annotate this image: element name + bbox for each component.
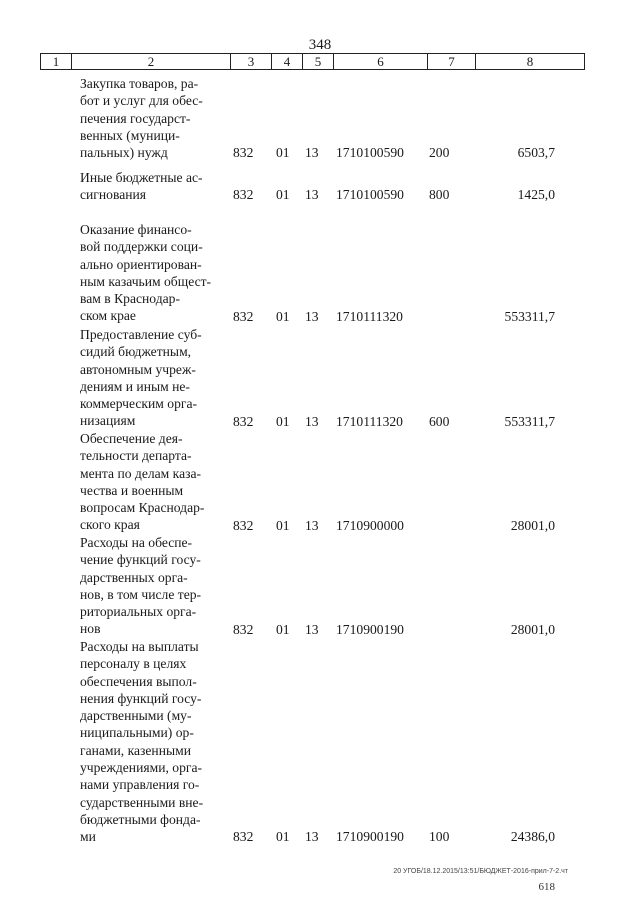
cell-c5: 13 bbox=[305, 517, 319, 533]
description-line: персоналу в целях bbox=[80, 656, 187, 672]
description-line: коммерческим орга- bbox=[80, 396, 198, 412]
cell-c5: 13 bbox=[305, 829, 319, 845]
cell-c3: 832 bbox=[233, 517, 254, 533]
description-line: автономным учреж- bbox=[80, 361, 196, 377]
description-line: ми bbox=[80, 829, 96, 845]
description-line: Иные бюджетные ас- bbox=[80, 170, 203, 185]
cell-c3: 832 bbox=[233, 413, 254, 429]
cell-c4: 01 bbox=[276, 413, 290, 429]
description-line: печения государст- bbox=[80, 110, 191, 126]
description-line: ным казачьим общест- bbox=[80, 273, 212, 289]
description-line: ниципальными) ор- bbox=[80, 725, 194, 741]
cell-c8: 24386,0 bbox=[510, 829, 555, 845]
cell-c6: 1710111320 bbox=[336, 308, 403, 324]
header-col-3: 3 bbox=[231, 54, 272, 69]
cell-c6: 1710900000 bbox=[336, 517, 404, 533]
header-col-7: 7 bbox=[428, 54, 476, 69]
cell-c5: 13 bbox=[305, 145, 319, 161]
description-line: бюджетными фонда- bbox=[80, 811, 201, 827]
description-line: дениям и иным не- bbox=[80, 378, 190, 394]
cell-c7: 200 bbox=[429, 145, 450, 161]
description-line: нов, в том числе тер- bbox=[80, 586, 202, 602]
cell-c4: 01 bbox=[276, 187, 290, 203]
description-line: Предоставление суб- bbox=[80, 327, 202, 342]
description-line: риториальных орга- bbox=[80, 604, 197, 620]
description-line: ского края bbox=[80, 517, 140, 533]
description-line: нения функций госу- bbox=[80, 690, 202, 706]
description-line: дарственными (му- bbox=[80, 708, 192, 724]
cell-c3: 832 bbox=[233, 145, 254, 161]
description-line: Оказание финансо- bbox=[80, 222, 192, 237]
row-description bbox=[80, 638, 226, 846]
cell-c7: 800 bbox=[429, 187, 450, 203]
row-description bbox=[80, 326, 226, 430]
cell-c8: 28001,0 bbox=[510, 517, 555, 533]
description-line: ально ориентирован- bbox=[80, 256, 202, 272]
header-col-4: 4 bbox=[272, 54, 303, 69]
cell-c8: 553311,7 bbox=[504, 413, 555, 429]
cell-c5: 13 bbox=[305, 308, 319, 324]
cell-c6: 1710111320 bbox=[336, 413, 403, 429]
description-line: сидий бюджетным, bbox=[80, 344, 192, 360]
description-line: сигнования bbox=[80, 187, 147, 203]
description-line: вопросам Краснодар- bbox=[80, 500, 205, 516]
cell-c5: 13 bbox=[305, 621, 319, 637]
cell-c4: 01 bbox=[276, 517, 290, 533]
description-line: тельности департа- bbox=[80, 448, 192, 464]
header-col-6: 6 bbox=[334, 54, 428, 69]
cell-c7: 600 bbox=[429, 413, 450, 429]
row-description bbox=[80, 75, 226, 161]
header-col-5: 5 bbox=[303, 54, 334, 69]
description-line: Расходы на обеспе- bbox=[80, 535, 193, 550]
description-line: учреждениями, орга- bbox=[80, 760, 203, 776]
description-line: Расходы на выплаты bbox=[80, 639, 199, 654]
description-line: чества и военным bbox=[80, 482, 184, 498]
description-line: сударственными вне- bbox=[80, 794, 204, 810]
description-line: Закупка товаров, ра- bbox=[80, 76, 199, 91]
description-line: мента по делам каза- bbox=[80, 465, 202, 481]
row-description bbox=[80, 430, 226, 534]
row-description bbox=[80, 169, 226, 204]
description-line: дарственных орга- bbox=[80, 569, 188, 585]
cell-c8: 1425,0 bbox=[517, 187, 555, 203]
cell-c8: 28001,0 bbox=[510, 621, 555, 637]
cell-c3: 832 bbox=[233, 308, 254, 324]
description-line: чение функций госу- bbox=[80, 552, 201, 568]
cell-c3: 832 bbox=[233, 187, 254, 203]
cell-c4: 01 bbox=[276, 145, 290, 161]
row-description bbox=[80, 221, 226, 325]
cell-c8: 553311,7 bbox=[504, 308, 555, 324]
cell-c5: 13 bbox=[305, 413, 319, 429]
description-line: ском крае bbox=[80, 308, 136, 324]
description-line: вой поддержки соци- bbox=[80, 239, 203, 255]
cell-c6: 1710100590 bbox=[336, 145, 404, 161]
cell-c3: 832 bbox=[233, 621, 254, 637]
cell-c8: 6503,7 bbox=[517, 145, 555, 161]
table-header bbox=[40, 53, 585, 70]
description-line: нов bbox=[80, 621, 101, 637]
row-description bbox=[80, 534, 226, 638]
cell-c4: 01 bbox=[276, 621, 290, 637]
description-line: пальных) нужд bbox=[80, 145, 168, 161]
description-line: низациям bbox=[80, 413, 136, 429]
header-col-2: 2 bbox=[72, 54, 231, 69]
cell-c6: 1710100590 bbox=[336, 187, 404, 203]
page-number: 348 bbox=[308, 37, 332, 53]
cell-c3: 832 bbox=[233, 829, 254, 845]
description-line: бот и услуг для обес- bbox=[80, 93, 203, 109]
description-line: обеспечения выпол- bbox=[80, 673, 197, 689]
cell-c5: 13 bbox=[305, 187, 319, 203]
header-col-8: 8 bbox=[526, 54, 534, 69]
footer-page-number: 618 bbox=[538, 881, 555, 893]
cell-c4: 01 bbox=[276, 829, 290, 845]
description-line: вам в Краснодар- bbox=[80, 291, 180, 307]
cell-c4: 01 bbox=[276, 308, 290, 324]
description-line: нами управления го- bbox=[80, 777, 200, 793]
header-col-1: 1 bbox=[41, 54, 72, 69]
description-line: ганами, казенными bbox=[80, 742, 191, 758]
footer-stamp: 20 УГОБ/18.12.2015/13:51/БЮДЖЕТ-2016-прил-7-2.чт bbox=[393, 868, 568, 875]
cell-c6: 1710900190 bbox=[336, 621, 404, 637]
description-line: венных (муници- bbox=[80, 127, 180, 143]
cell-c6: 1710900190 bbox=[336, 829, 404, 845]
cell-c7: 100 bbox=[429, 829, 450, 845]
description-line: Обеспечение дея- bbox=[80, 431, 183, 446]
